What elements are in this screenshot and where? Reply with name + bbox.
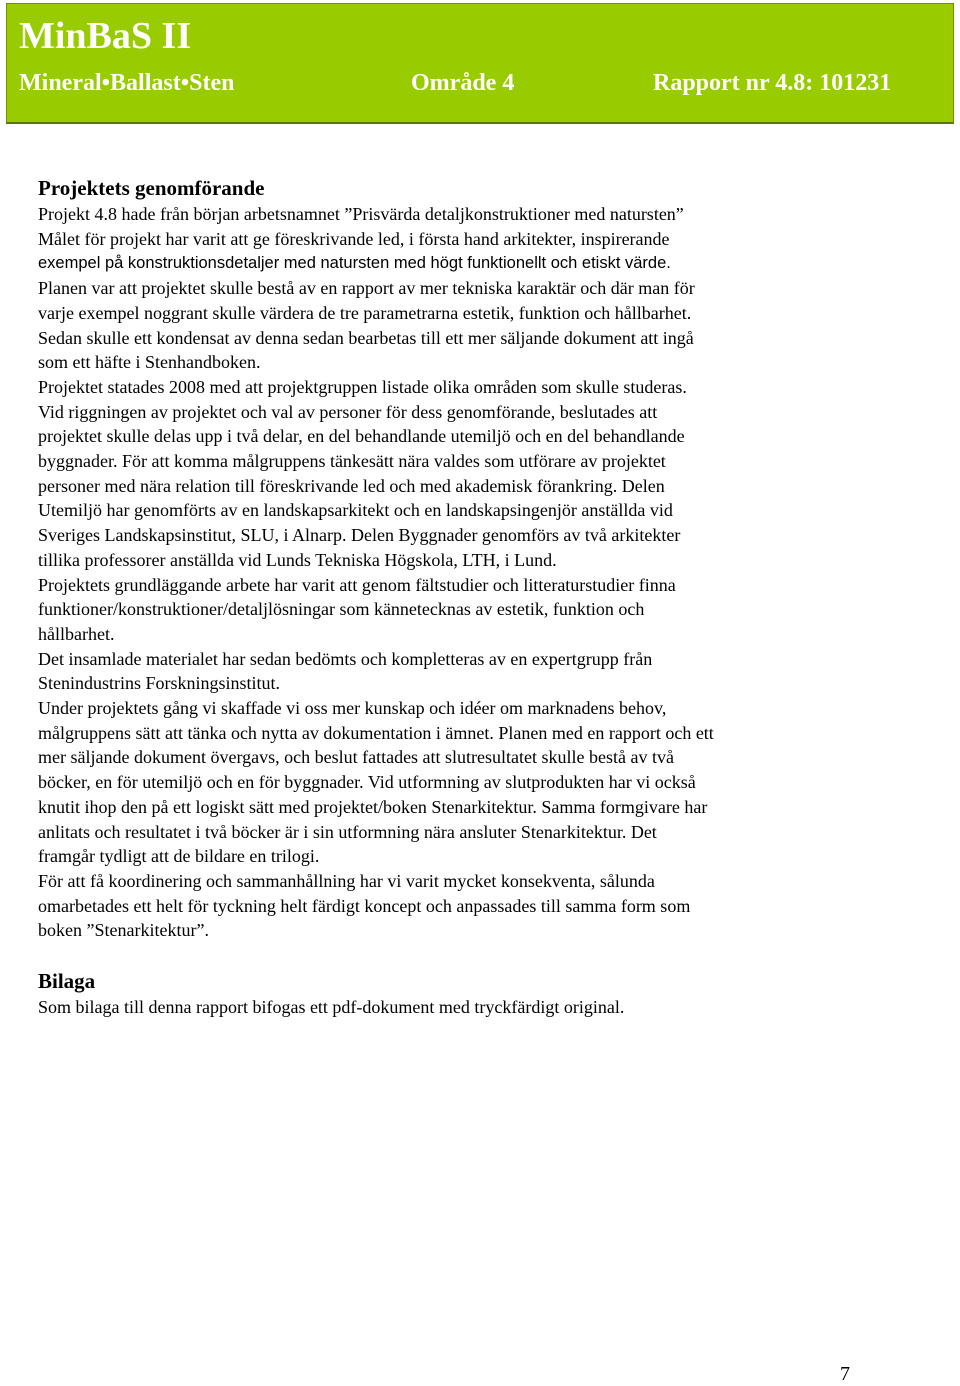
paragraph [38,202,898,375]
page-number: 7 [840,1363,850,1385]
area-label: Område 4 [411,70,515,96]
paragraph [38,696,898,869]
text-line: framgår tydligt att de bildare en trilogi. [38,846,320,867]
text-line: Projekt 4.8 hade från början arbetsnamnet ”Prisvärda detaljkonstruktioner med natursten” [38,204,684,224]
text-line: mer säljande dokument övergavs, och beslut fattades att slutresultatet skulle bestå av två [38,747,674,768]
text-line: Sedan skulle ett kondensat av denna sedan bearbetas till ett mer säljande dokument att ingå [38,327,694,348]
text-line: tillika professorer anställda vid Lunds Tekniska Högskola, LTH, i Lund. [38,549,557,570]
paragraph [38,375,898,400]
document-body [38,174,898,1020]
text-line: målgruppens sätt att tänka och nytta av dokumentation i ämnet. Planen med en rapport och ett [38,722,714,743]
paragraph [38,400,898,573]
paragraph [38,647,898,696]
report-number: Rapport nr 4.8: 101231 [653,70,892,96]
header-banner [6,3,954,124]
text-line: böcker, en för utemiljö och en för byggnader. Vid utformning av slutprodukten har vi också [38,772,696,793]
text-line: anlitats och resultatet i två böcker är i sin utformning nära ansluter Stenarkitektur. Det [38,821,657,842]
paragraph [38,573,898,647]
text-line: Sveriges Landskapsinstitut, SLU, i Alnarp. Delen Byggnader genomförs av två arkitekter [38,525,681,546]
text-line: varje exempel noggrant skulle värdera de tre parametrarna estetik, funktion och hållbarhet. [38,302,692,323]
text-line: Under projektets gång vi skaffade vi oss mer kunskap och idéer om marknadens behov, [38,698,667,719]
paragraph [38,869,898,943]
text-line: boken ”Stenarkitektur”. [38,920,209,941]
section-heading-bilaga: Bilaga [38,969,96,994]
bilaga-section [38,967,898,1020]
section-heading-genomforande: Projektets genomförande [38,176,265,200]
text-line: Vid riggningen av projektet och val av personer för dess genomförande, beslutades att [38,401,658,422]
series-subtitle: Mineral•Ballast•Sten [19,70,235,96]
text-line: som ett häfte i Stenhandboken. [38,352,261,373]
text-line: Stenindustrins Forskningsinstitut. [38,673,281,694]
text-line: Som bilaga till denna rapport bifogas ett pdf-dokument med tryckfärdigt original. [38,997,625,1018]
report-series-title: MinBaS II [19,15,192,57]
text-line: Planen var att projektet skulle bestå av en rapport av mer tekniska karaktär och där man för [38,278,695,299]
text-line: byggnader. För att komma målgruppens tänkesätt nära valdes som utförare av projektet [38,451,666,472]
text-line: Utemiljö har genomförts av en landskapsarkitekt och en landskapsingenjör anställda vid [38,500,673,521]
text-line: hållbarhet. [38,623,115,644]
text-line: Det insamlade materialet har sedan bedömts och kompletteras av en expertgrupp från [38,648,653,669]
text-line: knutit ihop den på ett logiskt sätt med projektet/boken Stenarkitektur. Samma formgivare har [38,796,708,817]
text-line: Projektets grundläggande arbete har varit att genom fältstudier och litteraturstudier finna [38,574,676,595]
text-line: projektet skulle delas upp i två delar, en del behandlande utemiljö och en del behandlande [38,426,685,447]
text-line: omarbetades ett helt för tyckning helt färdigt koncept och anpassades till samma form som [38,895,691,916]
text-line: För att få koordinering och sammanhållning har vi varit mycket konsekventa, sålunda [38,870,655,891]
text-line: exempel på konstruktionsdetaljer med natursten med högt funktionellt och etiskt värde. [38,254,671,273]
text-line: funktioner/konstruktioner/detaljlösningar som kännetecknas av estetik, funktion och [38,599,645,620]
text-line: Projektet statades 2008 med att projektgruppen listade olika områden som skulle studeras. [38,376,687,397]
paragraph [38,995,898,1020]
text-line: Målet för projekt har varit att ge föreskrivande led, i första hand arkitekter, inspirerande [38,228,670,249]
text-line: personer med nära relation till föreskrivande led och med akademisk förankring. Delen [38,475,665,496]
